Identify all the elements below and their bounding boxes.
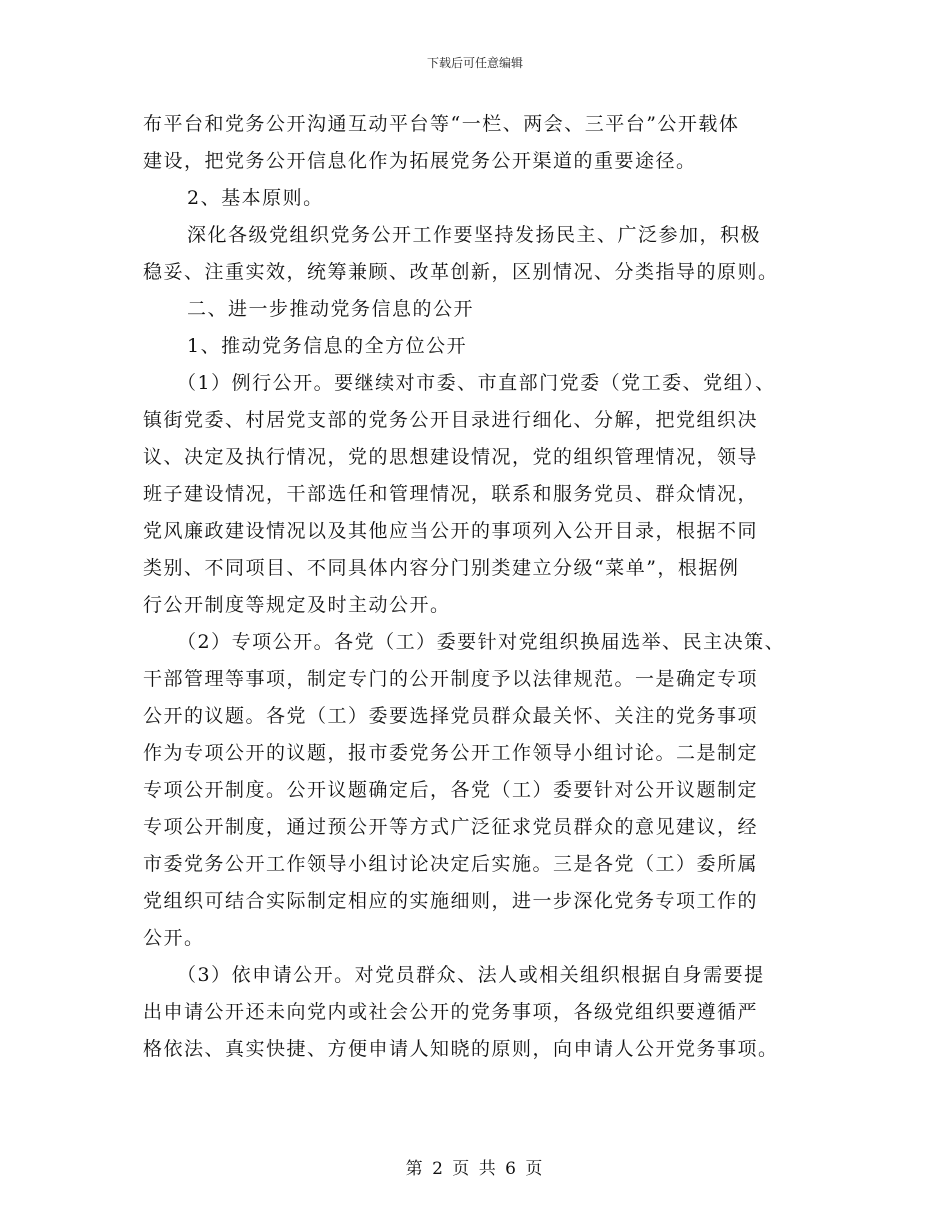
text-line: 作为专项公开的议题，报市委党务公开工作领导小组讨论。二是制定: [143, 742, 759, 764]
text-line: 稳妥、注重实效，统筹兼顾、改革创新，区别情况、分类指导的原则。: [143, 261, 779, 283]
text-line: 党风廉政建设情况以及其他应当公开的事项列入公开目录，根据不同: [143, 520, 759, 542]
text-line: 出申请公开还未向党内或社会公开的党务事项，各级党组织要遵循严: [143, 1001, 759, 1023]
page-header-note: 下载后可任意编辑: [426, 56, 523, 70]
text-line: 市委党务公开工作领导小组讨论决定后实施。三是各党（工）委所属: [143, 853, 759, 875]
text-line: 建设，把党务公开信息化作为拓展党务公开渠道的重要途径。: [143, 150, 697, 172]
text-line: 干部管理等事项，制定专门的公开制度予以法律规范。一是确定专项: [143, 668, 759, 690]
section-heading: 二、进一步推动党务信息的公开: [187, 298, 475, 320]
text-line: （1）例行公开。要继续对市委、市直部门党委（党工委、党组）、: [177, 372, 776, 394]
document-body: [143, 106, 823, 1068]
text-line: 公开。: [143, 927, 205, 949]
text-line: 格依法、真实快捷、方便申请人知晓的原则，向申请人公开党务事项。: [143, 1038, 779, 1060]
text-line: 班子建设情况，干部选任和管理情况，联系和服务党员、群众情况，: [143, 483, 759, 505]
text-line: （3）依申请公开。对党员群众、法人或相关组织根据自身需要提: [177, 964, 765, 986]
section-heading: 1、推动党务信息的全方位公开: [187, 335, 468, 357]
text-line: 专项公开制度，通过预公开等方式广泛征求党员群众的意见建议，经: [143, 816, 759, 838]
text-line: 布平台和党务公开沟通互动平台等“一栏、两会、三平台”公开载体: [143, 113, 740, 135]
text-line: 议、决定及执行情况，党的思想建设情况，党的组织管理情况，领导: [143, 446, 759, 468]
text-line: 深化各级党组织党务公开工作要坚持发扬民主、广泛参加，积极: [187, 224, 762, 246]
text-line: （2）专项公开。各党（工）委要针对党组织换届选举、民主决策、: [177, 631, 786, 653]
text-line: 专项公开制度。公开议题确定后，各党（工）委要针对公开议题制定: [143, 779, 759, 801]
text-line: 镇街党委、村居党支部的党务公开目录进行细化、分解，把党组织决: [143, 409, 759, 431]
page-number: 第 2 页 共 6 页: [405, 1159, 545, 1179]
section-heading: 2、基本原则。: [187, 187, 324, 209]
text-line: 公开的议题。各党（工）委要选择党员群众最关怀、关注的党务事项: [143, 705, 759, 727]
text-line: 行公开制度等规定及时主动公开。: [143, 594, 451, 616]
text-line: 类别、不同项目、不同具体内容分门别类建立分级“菜单”，根据例: [143, 557, 740, 579]
text-line: 党组织可结合实际制定相应的实施细则，进一步深化党务专项工作的: [143, 890, 759, 912]
